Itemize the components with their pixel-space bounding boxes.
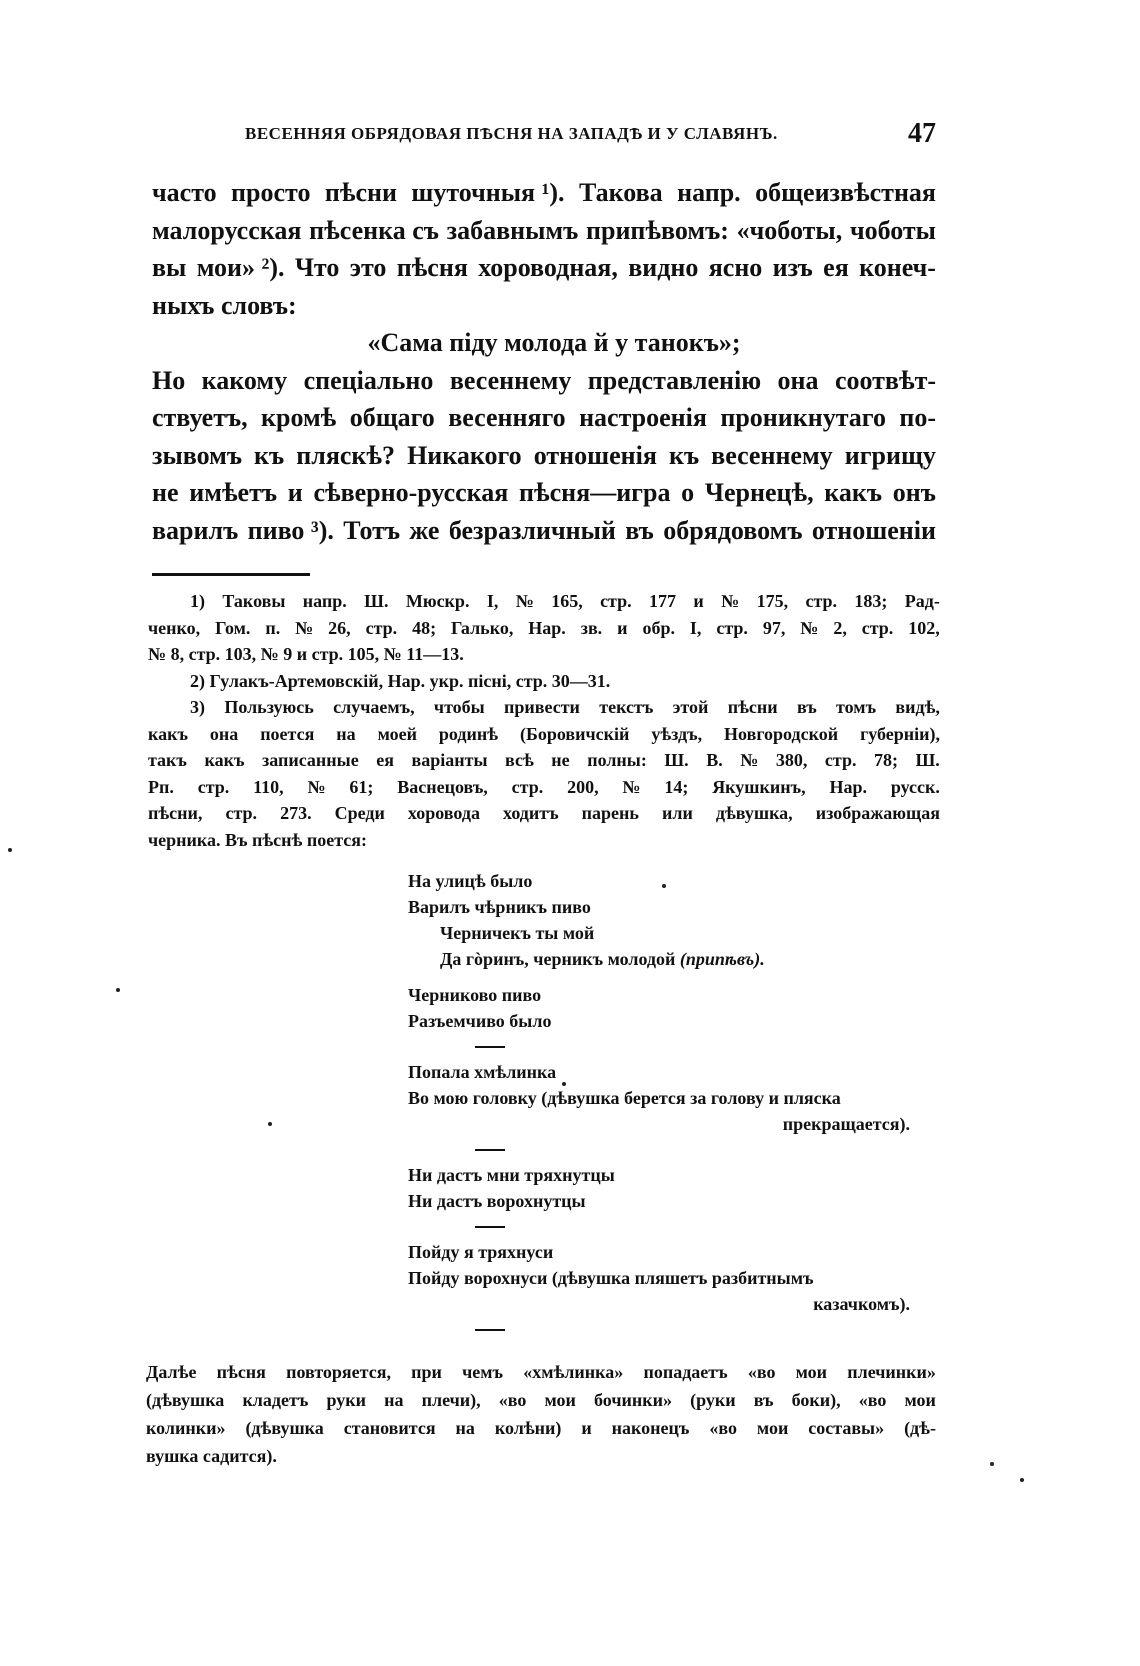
word: I,	[689, 617, 702, 638]
print-speck	[8, 848, 12, 852]
word: Ш.	[664, 750, 689, 770]
word: 177	[649, 591, 676, 611]
stanza-gap	[408, 972, 948, 982]
word: къ	[668, 440, 700, 470]
word: зывомъ	[152, 440, 242, 470]
word: пѣсни	[324, 178, 397, 207]
word: №	[622, 776, 641, 797]
verse-line: Черниково пиво	[408, 985, 542, 1005]
verse-text: Да гòринъ, черникъ молодой	[440, 949, 676, 969]
word: по-	[899, 403, 936, 432]
word: стр.	[805, 591, 838, 611]
word: Васнецовъ,	[397, 776, 488, 797]
print-speck	[1020, 1478, 1024, 1482]
word: дѣвушка,	[715, 803, 793, 823]
stanza-dash	[475, 1046, 505, 1048]
word: 200,	[567, 776, 599, 797]
footnote-3-line	[148, 721, 940, 748]
word: въ	[625, 515, 654, 545]
word: I,	[486, 591, 499, 611]
word: стр.	[716, 617, 748, 638]
main-text	[152, 174, 936, 549]
word: и	[693, 591, 704, 611]
main-text-line	[152, 474, 936, 512]
word: сѣверно-русская	[313, 478, 509, 507]
word: въ	[796, 697, 817, 717]
word: «чоботы,	[736, 215, 843, 245]
word: онъ	[892, 478, 936, 507]
word: пѣсня—игра	[519, 478, 671, 507]
closing-line	[146, 1386, 936, 1414]
word: Ш.	[915, 750, 940, 770]
word: бочинки»	[594, 1390, 672, 1410]
word: стр.	[197, 776, 230, 797]
word: губерніи),	[860, 723, 940, 744]
word: Гом.	[215, 617, 251, 638]
word: видѣ,	[895, 697, 940, 717]
footnote-1-line: № 8, стр. 103, № 9 и стр. 105, № 11—13.	[148, 644, 464, 664]
word: томъ	[836, 697, 877, 717]
page-number: 47	[908, 118, 936, 149]
refrain-note: (припѣвъ).	[679, 949, 765, 969]
word: кладетъ	[242, 1390, 309, 1410]
word: на	[384, 1390, 404, 1410]
running-head	[150, 118, 940, 158]
word: родинѣ	[438, 723, 499, 744]
word: изображающая	[815, 803, 940, 823]
word: отношеніи	[811, 515, 936, 545]
word: общаго	[349, 403, 435, 432]
word: 78;	[874, 750, 898, 770]
word: поется	[260, 723, 315, 744]
word: 3)	[190, 697, 205, 717]
word: спеціально	[303, 365, 434, 395]
word: шуточныя ¹).	[411, 178, 565, 207]
word: записанные	[261, 750, 359, 770]
footnote-1-line	[148, 588, 940, 615]
main-text-line	[152, 212, 936, 250]
word: всѣ	[505, 750, 534, 770]
verse-line: Разъемчиво было	[408, 1011, 552, 1031]
footnote-3-line	[148, 694, 940, 721]
word: Мюскр.	[405, 591, 470, 611]
footnote-divider	[152, 573, 310, 576]
word: видно	[628, 253, 699, 282]
word: зв.	[580, 617, 603, 638]
word: Ш.	[364, 591, 389, 611]
word: уѣздъ,	[651, 723, 703, 744]
word: пѣсни	[727, 697, 778, 717]
footnote-3-line	[148, 774, 940, 801]
word: мои	[756, 1418, 789, 1438]
footnotes	[148, 588, 940, 853]
word: Среди	[334, 803, 385, 823]
word: напр.	[677, 178, 741, 207]
word: Нар.	[829, 776, 867, 797]
word: весеннему	[449, 365, 572, 395]
word: №	[721, 591, 740, 611]
word: чтобы	[433, 697, 485, 717]
word: колѣни)	[494, 1418, 562, 1438]
word: пѣсенка съ	[309, 215, 439, 245]
word: 48;	[412, 617, 437, 638]
word: Но	[152, 365, 186, 395]
word: полны:	[587, 750, 647, 770]
word: кромѣ	[261, 403, 337, 432]
word: весеннему	[711, 440, 833, 470]
word: напр.	[302, 591, 347, 611]
word: безразличный	[448, 515, 616, 545]
word: моей	[377, 723, 417, 744]
word: припѣвомъ:	[586, 215, 729, 245]
verse-line: Попала хмѣлинка	[408, 1062, 557, 1082]
word: Рад-	[904, 591, 940, 611]
word: мои	[795, 1362, 828, 1382]
word: пляскѣ?	[296, 440, 396, 470]
print-speck	[562, 1082, 566, 1086]
word: (дѣвушка	[146, 1390, 225, 1410]
closing-paragraph	[146, 1358, 936, 1470]
word: соотвѣт-	[834, 365, 936, 395]
verse-line: На улицѣ было	[408, 871, 533, 891]
word: хороводная,	[478, 253, 618, 282]
footnote-2: 2) Гулакъ-Артемовскій, Нар. укр. пісні, стр. 30—31.	[190, 670, 611, 691]
word: 1)	[190, 591, 205, 611]
print-speck	[662, 884, 666, 888]
word: 380,	[775, 750, 808, 770]
print-speck	[990, 1462, 994, 1466]
word: «во	[498, 1390, 527, 1410]
word: этой	[672, 697, 709, 717]
word: №	[307, 776, 326, 797]
word: стр.	[365, 617, 398, 638]
word: она	[209, 723, 239, 744]
word: наконецъ	[611, 1418, 690, 1438]
word: и	[617, 617, 628, 638]
word: Галько,	[451, 617, 514, 638]
word: при	[411, 1362, 442, 1382]
running-title: ВЕСЕННЯЯ ОБРЯДОВАЯ ПѢСНЯ НА ЗАПАДѢ И У СЛАВЯНЪ.	[245, 124, 778, 143]
main-text-line	[152, 174, 936, 212]
word: 110,	[253, 776, 284, 797]
word: не	[152, 478, 179, 507]
verse-line: Ни дастъ мни тряхнутцы	[408, 1165, 615, 1185]
word: №	[295, 617, 314, 638]
word: Никакого	[407, 440, 522, 470]
word: «хмѣлинка»	[523, 1362, 624, 1382]
footnote-3-line	[148, 800, 940, 827]
word: Нар.	[528, 617, 566, 638]
word: Новгородской	[724, 723, 839, 744]
word: такъ	[148, 750, 187, 770]
print-speck	[268, 1122, 272, 1126]
word: стр.	[225, 803, 258, 823]
word: или	[661, 803, 693, 823]
word: становится	[343, 1418, 436, 1438]
word: составы»	[808, 1418, 885, 1438]
word: 61;	[349, 776, 374, 797]
word: пѣсня	[216, 1362, 266, 1382]
word: Чернецѣ,	[704, 478, 814, 507]
word: не	[551, 750, 570, 770]
word: №	[515, 591, 534, 611]
word: текстъ	[599, 697, 654, 717]
word: стр.	[600, 591, 632, 611]
word: плечи),	[421, 1390, 481, 1410]
word: обрядовомъ	[663, 515, 803, 545]
word: 14;	[664, 776, 689, 797]
word: русск.	[890, 776, 940, 797]
word: Такова	[578, 178, 663, 207]
word: варилъ	[152, 515, 239, 545]
word: ченко,	[148, 617, 201, 638]
word: и	[287, 478, 303, 507]
word: хоровода	[407, 803, 480, 823]
word: 102,	[908, 617, 940, 638]
word: ясно	[708, 253, 763, 282]
word: (Боровичскій	[519, 723, 630, 744]
word: «во	[747, 1362, 776, 1382]
main-text-line	[152, 399, 936, 437]
word: ходитъ	[503, 803, 559, 823]
word: на	[455, 1418, 475, 1438]
word: о	[681, 478, 695, 507]
word: случаемъ,	[333, 697, 415, 717]
word: мои» ²).	[196, 253, 285, 282]
word: же	[409, 515, 440, 545]
stanza-3	[408, 1059, 948, 1137]
word: попадаетъ	[643, 1362, 728, 1382]
verse-line	[408, 946, 948, 972]
verse-line: Варилъ чѣрникъ пиво	[408, 897, 591, 917]
word: весенняго	[448, 403, 566, 432]
word: какъ	[148, 723, 188, 744]
word: игрищу	[844, 440, 936, 470]
stanza-5	[408, 1239, 948, 1317]
word: 2,	[833, 617, 847, 638]
word: и	[581, 1418, 592, 1438]
verse-line-continuation: прекращается).	[782, 1114, 910, 1134]
word: имѣетъ	[189, 478, 278, 507]
print-speck	[116, 988, 120, 992]
word: 273.	[280, 803, 312, 823]
word: часто	[152, 178, 217, 207]
main-text-line: ныхъ словъ:	[152, 290, 297, 320]
word: она	[777, 365, 819, 395]
word: Рп.	[148, 776, 174, 797]
stanza-dash	[475, 1329, 505, 1331]
word: руки	[326, 1390, 366, 1410]
closing-line	[146, 1358, 936, 1386]
word: стр.	[824, 750, 857, 770]
word: привести	[504, 697, 580, 717]
word: пѣсни,	[148, 803, 203, 823]
word: (руки	[690, 1390, 736, 1410]
verse-line: Черничекъ ты мой	[440, 923, 595, 943]
word: просто	[231, 178, 311, 207]
word: Пользуюсь	[224, 697, 314, 717]
word: чоботы	[849, 215, 936, 245]
stanza-2	[408, 982, 948, 1034]
word: къ	[254, 440, 285, 470]
word: плечинки»	[847, 1362, 936, 1382]
word: 175,	[756, 591, 789, 611]
word: малорусская	[152, 215, 302, 245]
word: какъ	[204, 750, 245, 770]
word: В.	[706, 750, 723, 770]
word: Якушкинъ,	[712, 776, 806, 797]
main-text-line	[152, 437, 936, 475]
word: п.	[265, 617, 281, 638]
word: чемъ	[462, 1362, 504, 1382]
word: 183;	[854, 591, 888, 611]
word: пѣсня	[396, 253, 468, 282]
closing-line: вушка садится).	[146, 1446, 277, 1466]
closing-line	[146, 1414, 936, 1442]
word: колинки»	[146, 1418, 226, 1438]
word: мои	[904, 1390, 936, 1410]
verse-line: Ни дастъ ворохнутцы	[408, 1191, 586, 1211]
word: изъ	[772, 253, 813, 282]
word: какъ	[824, 478, 883, 507]
word: въ	[753, 1390, 774, 1410]
main-text-line	[152, 249, 936, 287]
word: 26,	[328, 617, 351, 638]
song-verse	[408, 868, 948, 1342]
word: 165,	[551, 591, 583, 611]
song-quote: «Сама піду молода й у танокъ»;	[367, 328, 741, 357]
word: вы	[152, 253, 187, 282]
word: стр.	[861, 617, 894, 638]
verse-line: Во мою головку (дѣвушка берется за голову и пляска	[408, 1088, 841, 1108]
word: обр.	[642, 617, 675, 638]
word: №	[800, 617, 819, 638]
word: это	[349, 253, 387, 282]
word: забавнымъ	[446, 215, 579, 245]
word: конеч-	[859, 253, 936, 282]
word: какому	[201, 365, 288, 395]
stanza-4	[408, 1162, 948, 1214]
verse-line: Пойду ворохнуси (дѣвушка пляшетъ разбитнымъ	[408, 1268, 814, 1288]
footnote-3-line	[148, 747, 940, 774]
word: Таковы	[222, 591, 286, 611]
word: «во	[709, 1418, 737, 1438]
stanza-dash	[475, 1226, 505, 1228]
word: боки),	[791, 1390, 841, 1410]
word: ея	[376, 750, 394, 770]
word: 97,	[762, 617, 786, 638]
stanza-1	[408, 868, 948, 972]
footnote-3-line: черника. Въ пѣснѣ поется:	[148, 829, 367, 850]
word: представленію	[587, 365, 762, 395]
footnote-1-line	[148, 615, 940, 642]
verse-line-continuation: казачкомъ).	[813, 1294, 910, 1314]
word: повторяется,	[286, 1362, 391, 1382]
word: (дѣвушка	[245, 1418, 324, 1438]
word: общеизвѣстная	[755, 178, 936, 207]
word: Далѣе	[146, 1362, 197, 1382]
stanza-dash	[475, 1149, 505, 1151]
word: «во	[858, 1390, 887, 1410]
word: парень	[581, 803, 639, 823]
word: на	[336, 723, 356, 744]
word: мои	[544, 1390, 576, 1410]
word: Что	[294, 253, 340, 282]
word: настроенія	[579, 403, 707, 432]
verse-line: Пойду я тряхнуси	[408, 1242, 554, 1262]
word: Тотъ	[343, 515, 401, 545]
main-text-line	[152, 362, 936, 400]
word: варіанты	[411, 750, 488, 770]
word: пиво ³).	[247, 515, 334, 545]
word: №	[740, 750, 759, 770]
main-text-line	[152, 512, 936, 550]
word: ствуетъ,	[152, 403, 248, 432]
word: отношенія	[533, 440, 657, 470]
word: проникнутаго	[720, 403, 886, 432]
word: стр.	[511, 776, 544, 797]
word: (дѣ-	[904, 1418, 936, 1438]
word: ея	[823, 253, 849, 282]
